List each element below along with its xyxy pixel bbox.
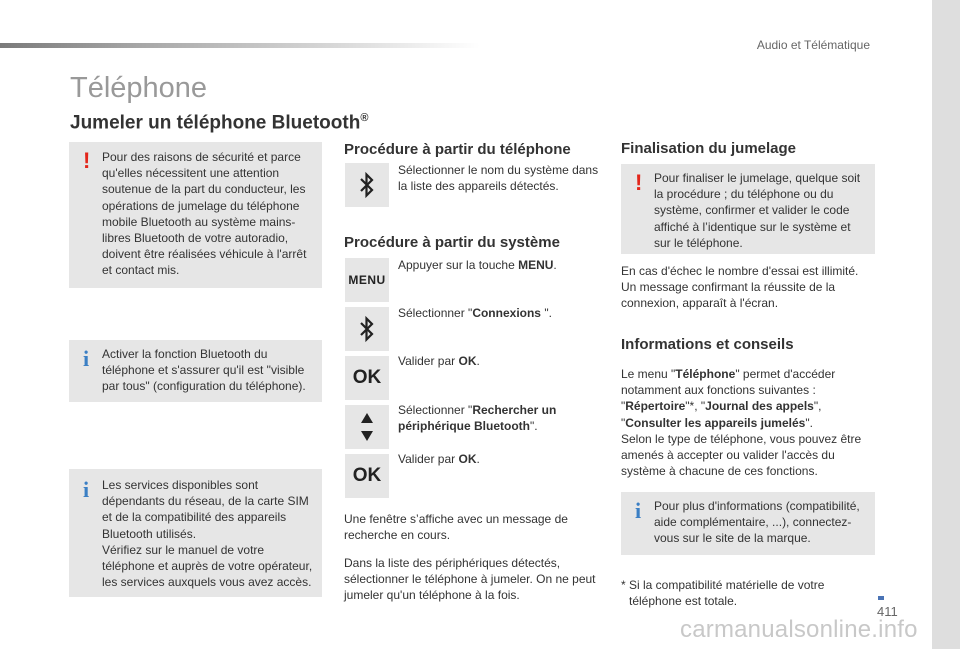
- section-title-text: Jumeler un téléphone Bluetooth: [70, 112, 361, 134]
- step-4-text: [398, 402, 603, 434]
- info-title: Informations et conseils: [621, 336, 794, 353]
- section-title: [70, 112, 368, 134]
- menu-button-icon: [345, 258, 389, 302]
- info-icon: i: [83, 346, 90, 371]
- step-1-post: .: [553, 258, 557, 272]
- step-3-text: [398, 353, 603, 369]
- info-text: Activer la fonction Bluetooth du téléphone et s'assurer qu'il est "visible par tous" (configuration du téléphone).: [102, 347, 306, 394]
- bluetooth-icon: [359, 171, 375, 199]
- ok-button-label: OK: [352, 367, 382, 388]
- info-website-note: [621, 492, 875, 555]
- menu-button-label: MENU: [348, 273, 386, 287]
- step-3-bold: OK: [458, 354, 477, 368]
- system-procedure-title: Procédure à partir du système: [344, 234, 560, 251]
- ok-button-label: OK: [352, 465, 382, 486]
- info-text-4: ", ": [621, 399, 822, 430]
- warning-text: Pour des raisons de sécurité et parce qu'elles nécessitent une attention soutenue de la part du conducteur, les opérations de jumelage du téléphone mobile Bluetooth au système mains-libres Bluetooth de votre autoradio, doivent être réalisées véhicule à l'arrêt et contact mis.: [102, 150, 307, 278]
- repertoire-bold: Répertoire: [625, 399, 686, 414]
- top-decoration-bar: [0, 43, 480, 48]
- info-text-5: ".: [805, 415, 813, 430]
- arrows-step-icon: [345, 405, 389, 449]
- step-5-pre: Valider par: [398, 452, 459, 466]
- safety-warning-note: [69, 142, 322, 288]
- select-phone-paragraph: Dans la liste des périphériques détectés, sélectionner le téléphone à jumeler. On ne peut jumeler qu'un téléphone à la fois.: [344, 556, 596, 603]
- info-paragraph: [621, 366, 871, 479]
- bluetooth-step-icon: [345, 163, 389, 207]
- step-4-post: ".: [530, 419, 538, 434]
- step-2-bold: Connexions: [472, 306, 541, 320]
- menu-telephone-bold: Téléphone: [675, 367, 736, 381]
- bluetooth-info-note: [69, 340, 322, 402]
- page-title: Téléphone: [70, 72, 208, 104]
- info-text-3: "*, ": [685, 399, 706, 414]
- step-5-post: .: [476, 452, 480, 466]
- step-4-bold: Rechercher un périphérique Bluetooth: [398, 403, 557, 434]
- warning-icon: !: [83, 148, 91, 173]
- bluetooth-step-icon: [345, 307, 389, 351]
- up-down-arrows-icon: [359, 411, 375, 443]
- info-text-2: " permet d'accéder notamment aux fonctions suivantes : ": [621, 367, 836, 414]
- search-message-paragraph: Une fenêtre s’affiche avec un message de recherche en cours.: [344, 512, 568, 543]
- footnote: * Si la compatibilité matérielle de votre téléphone est totale.: [621, 578, 825, 609]
- phone-procedure-title: Procédure à partir du téléphone: [344, 141, 571, 158]
- info-icon: i: [635, 498, 642, 523]
- step-3-pre: Valider par: [398, 354, 459, 368]
- right-margin-strip: [932, 0, 960, 649]
- page-number: 411: [877, 604, 898, 619]
- ok-button-icon: [345, 356, 389, 400]
- ok-button-icon: [345, 454, 389, 498]
- step-1-bold: MENU: [518, 258, 554, 272]
- info-text: Les services disponibles sont dépendants du réseau, de la carte SIM et de la compatibilité des appareils Bluetooth utilisés. Vérifiez sur le manuel de votre téléphone et auprès de votre opérateur, les services auxquels vous avez accès.: [102, 478, 313, 590]
- finalisation-warning-note: [621, 164, 875, 254]
- registered-mark: ®: [360, 112, 369, 124]
- step-2-text: [398, 305, 603, 321]
- services-info-note: [69, 469, 322, 597]
- step-1-pre: Appuyer sur la touche: [398, 258, 519, 272]
- warning-icon: !: [635, 170, 643, 195]
- step-5-text: [398, 451, 603, 467]
- info-text-6: Selon le type de téléphone, vous pouvez être amenés à accepter ou valider l'accès du système à chacune de ces fonctions.: [621, 431, 862, 479]
- phone-step-text: Sélectionner le nom du système dans la liste des appareils détectés.: [398, 163, 599, 194]
- info-text-1: Le menu ": [621, 367, 676, 381]
- finalisation-title: Finalisation du jumelage: [621, 140, 797, 157]
- finalisation-note-text: Pour finaliser le jumelage, quelque soit la procédure ; du téléphone ou du système, confirmer et valider le code affiché à l’identique sur le système et sur le téléphone.: [654, 171, 861, 250]
- page-number-tick: [878, 596, 884, 600]
- step-5-bold: OK: [458, 452, 477, 466]
- info-note-text: Pour plus d'informations (compatibilité, aide complémentaire, ...), connectez-vous sur le site de la marque.: [654, 499, 860, 546]
- bluetooth-icon: [359, 315, 375, 343]
- step-1-text: [398, 257, 603, 273]
- step-2-post: ".: [540, 306, 552, 320]
- step-4-pre: Sélectionner ": [398, 403, 473, 417]
- step-2-pre: Sélectionner ": [398, 306, 473, 320]
- section-header: Audio et Télématique: [756, 38, 870, 52]
- appareils-bold: Consulter les appareils jumelés: [625, 415, 806, 430]
- watermark: carmanualsonline.info: [680, 616, 918, 643]
- finalisation-paragraph: En cas d'échec le nombre d'essai est illimité. Un message confirmant la réussite de la connexion, apparaît à l'écran.: [621, 264, 859, 311]
- info-icon: i: [83, 477, 90, 502]
- journal-bold: Journal des appels: [705, 399, 814, 414]
- step-3-post: .: [476, 354, 480, 368]
